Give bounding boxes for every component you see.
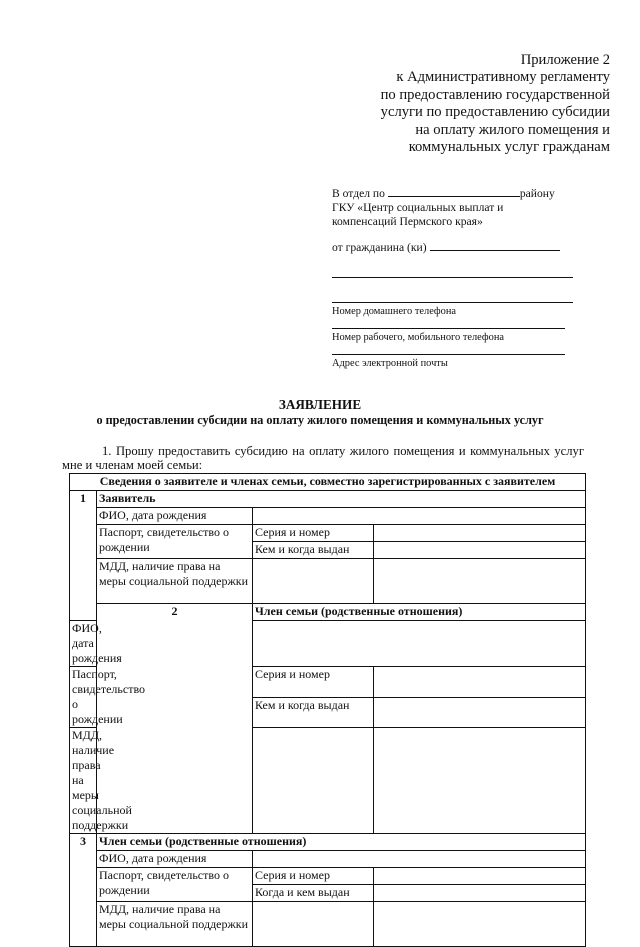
paragraph-line-1: 1. Прошу предоставить субсидию на оплату жилого помещения и коммунальных услуг xyxy=(102,444,584,458)
block-number: 3 xyxy=(70,834,97,947)
applicant-line xyxy=(332,240,577,255)
appendix-line: коммунальных услуг гражданам xyxy=(408,139,610,156)
work-phone-label: Номер рабочего, мобильного телефона xyxy=(332,332,505,343)
mdd-label: МДД, наличие права на меры социальной поддержки xyxy=(70,728,97,834)
mdd-extra-cell[interactable] xyxy=(374,559,586,604)
issued-value-cell[interactable] xyxy=(374,542,586,559)
issued-value-cell[interactable] xyxy=(374,885,586,902)
appendix-line: Приложение 2 xyxy=(520,52,610,68)
issued-label: Когда и кем выдан xyxy=(253,885,374,902)
series-label: Серия и номер xyxy=(253,667,374,698)
fio-label: ФИО, дата рождения xyxy=(97,851,253,868)
appendix-line: на оплату жилого помещения и xyxy=(415,121,610,138)
mdd-label: МДД, наличие права на меры социальной поддержки xyxy=(97,559,253,604)
email-label: Адрес электронной почты xyxy=(332,358,448,369)
passport-label: Паспорт, свидетельство о рождении xyxy=(97,525,253,559)
passport-label: Паспорт, свидетельство о рождении xyxy=(70,667,97,728)
department-prefix: В отдел по xyxy=(332,187,385,200)
work-phone-line[interactable] xyxy=(332,328,565,329)
issued-value-cell[interactable] xyxy=(374,697,586,728)
appendix-header xyxy=(330,52,610,156)
email-line[interactable] xyxy=(332,354,565,355)
mdd-value-cell[interactable] xyxy=(253,559,374,604)
statement-paragraph xyxy=(62,444,584,472)
series-value-cell[interactable] xyxy=(374,525,586,542)
issued-label: Кем и когда выдан xyxy=(253,542,374,559)
department-suffix: району xyxy=(519,187,555,200)
series-label: Серия и номер xyxy=(253,525,374,542)
fio-label: ФИО, дата рождения xyxy=(97,508,253,525)
paragraph-line-2: мне и членам моей семьи: xyxy=(62,458,203,472)
block-number: 1 xyxy=(70,491,97,621)
family-info-table xyxy=(69,473,586,947)
home-phone-label: Номер домашнего телефона xyxy=(332,306,457,317)
series-value-cell[interactable] xyxy=(374,667,586,698)
mdd-value-cell[interactable] xyxy=(253,728,374,834)
appendix-line: к Административному регламенту xyxy=(396,69,610,86)
district-blank[interactable] xyxy=(388,186,520,197)
mdd-label: МДД, наличие права на меры социальной поддержки xyxy=(97,902,253,947)
block-title: Заявитель xyxy=(97,491,586,508)
table-header: Сведения о заявителе и членах семьи, совместно зарегистрированных с заявителем xyxy=(70,474,586,491)
mdd-extra-cell[interactable] xyxy=(374,902,586,947)
appendix-line: по предоставлению государственной xyxy=(380,86,610,103)
from-citizen-label: от гражданина (ки) xyxy=(332,241,427,254)
mdd-value-cell[interactable] xyxy=(253,902,374,947)
statement-subtitle: о предоставлении субсидии на оплату жилого помещения и коммунальных услуг xyxy=(96,413,544,427)
addressee-block xyxy=(332,186,577,229)
fio-value-cell[interactable] xyxy=(253,621,586,667)
fio-value-cell[interactable] xyxy=(253,508,586,525)
block-title: Член семьи (родственные отношения) xyxy=(97,834,586,851)
statement-title: ЗАЯВЛЕНИЕ xyxy=(278,397,362,412)
organization-line-2: компенсаций Пермского края» xyxy=(332,215,483,228)
series-value-cell[interactable] xyxy=(374,868,586,885)
issued-label: Кем и когда выдан xyxy=(253,697,374,728)
name-continuation-line[interactable] xyxy=(332,277,573,278)
mdd-extra-cell[interactable] xyxy=(374,728,586,834)
organization-line-1: ГКУ «Центр социальных выплат и xyxy=(332,201,504,214)
department-line xyxy=(332,186,577,201)
fio-value-cell[interactable] xyxy=(253,851,586,868)
block-number: 2 xyxy=(97,604,253,834)
fio-label: ФИО, дата рождения xyxy=(70,621,97,667)
series-label: Серия и номер xyxy=(253,868,374,885)
passport-label: Паспорт, свидетельство о рождении xyxy=(97,868,253,902)
home-phone-line[interactable] xyxy=(332,302,573,303)
block-title: Член семьи (родственные отношения) xyxy=(253,604,586,621)
citizen-name-blank[interactable] xyxy=(430,240,560,251)
appendix-line: услуги по предоставлению субсидии xyxy=(380,104,610,121)
